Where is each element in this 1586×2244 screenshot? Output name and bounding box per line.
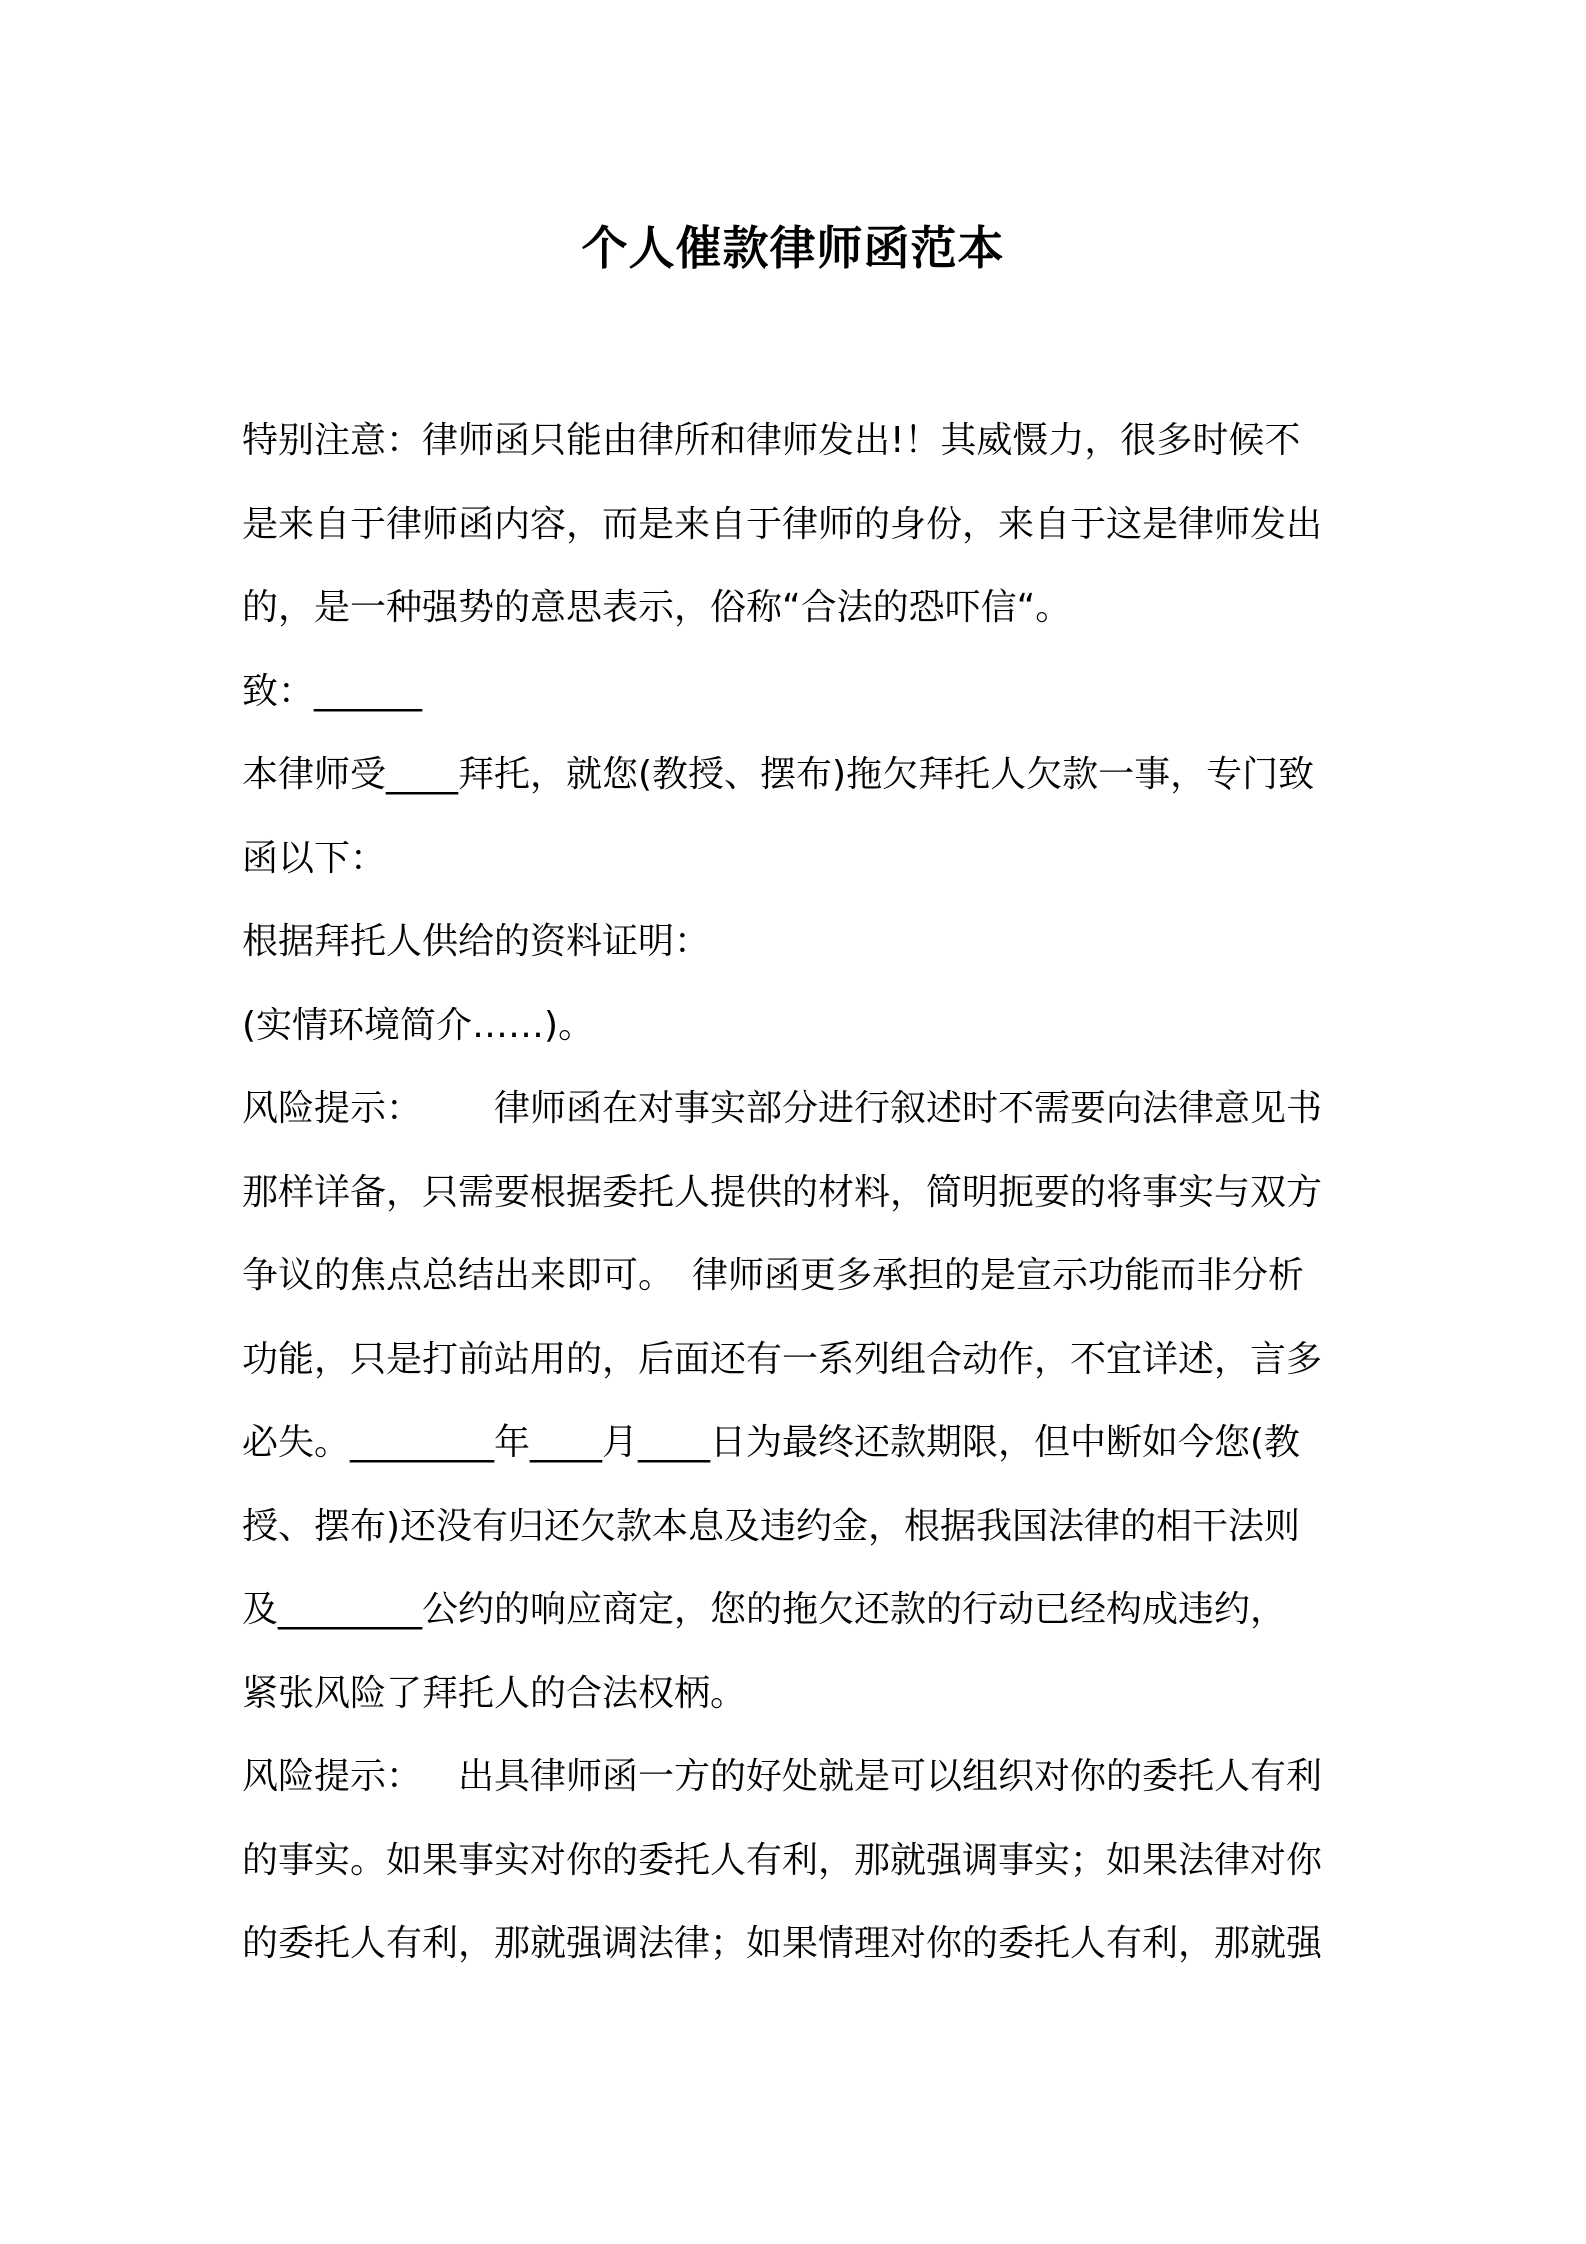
risk-notice-label: 风险提示： — [242, 1088, 423, 1129]
risk-notice-line — [242, 1067, 1362, 1151]
risk-notice-text: 出具律师函一方的好处就是可以组织对你的委托人有利 — [458, 1756, 1323, 1797]
risk-notice-label: 风险提示： — [242, 1756, 423, 1797]
risk-notice-line — [242, 1735, 1362, 1819]
text-line: 争议的焦点总结出来即可。 律师函更多承担的是宣示功能而非分析 — [242, 1255, 1305, 1296]
text-line: 功能，只是打前站用的，后面还有一系列组合动作，不宜详述，言多 — [242, 1338, 1323, 1380]
text-line: 本律师受____拜托，就您(教授、摆布)拖欠拜托人欠款一事，专门致 — [242, 754, 1315, 795]
text-line: (实情环境简介……)。 — [242, 1004, 595, 1046]
text-line: 致：______ — [242, 670, 423, 712]
document-title: 个人催款律师函范本 — [581, 221, 1005, 275]
text-line: 授、摆布)还没有归还欠款本息及违约金，根据我国法律的相干法则 — [242, 1505, 1301, 1547]
risk-notice-text: 律师函在对事实部分进行叙述时不需要向法律意见书 — [494, 1088, 1323, 1129]
document-body — [242, 399, 1362, 1986]
text-line: 那样详备，只需要根据委托人提供的材料，简明扼要的将事实与双方 — [242, 1171, 1323, 1213]
text-line: 根据拜托人供给的资料证明： — [242, 921, 711, 962]
text-line: 是来自于律师函内容，而是来自于律师的身份，来自于这是律师发出 — [242, 503, 1323, 545]
text-line: 特别注意：律师函只能由律所和律师发出!！其威慑力，很多时候不 — [242, 420, 1301, 461]
text-line: 必失。________年____月____日为最终还款期限，但中断如今您(教 — [242, 1422, 1301, 1463]
text-line: 函以下： — [242, 837, 387, 879]
text-line: 及________公约的响应商定，您的拖欠还款的行动已经构成违约， — [242, 1589, 1287, 1630]
text-line: 的，是一种强势的意思表示，俗称“合法的恐吓信“。 — [242, 587, 1072, 628]
text-line: 的委托人有利，那就强调法律；如果情理对你的委托人有利，那就强 — [242, 1923, 1323, 1964]
text-line: 的事实。如果事实对你的委托人有利，那就强调事实；如果法律对你 — [242, 1839, 1323, 1881]
text-line: 紧张风险了拜托人的合法权柄。 — [242, 1672, 747, 1714]
